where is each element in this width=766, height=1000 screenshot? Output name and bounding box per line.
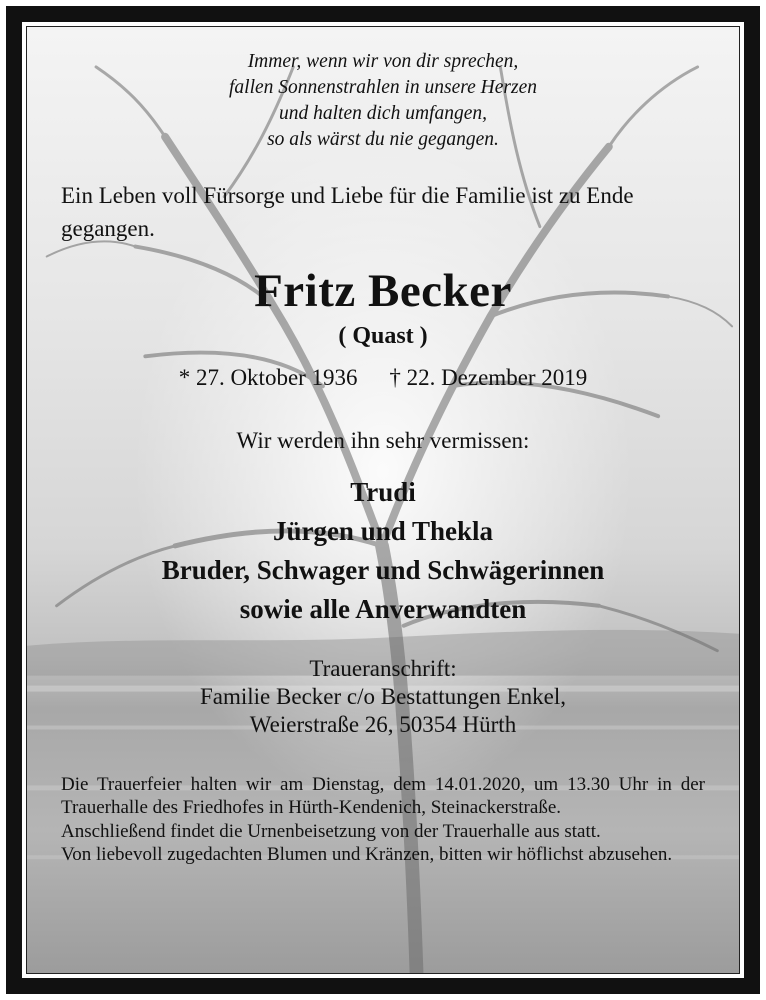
ceremony-paragraph: Die Trauerfeier halten wir am Dienstag, dem 14.01.2020, um 13.30 Uhr in der Trauerhalle des Friedhofes in Hürth-Kendenich, Steinackerstraße. <box>61 774 705 819</box>
address-label: Traueranschrift: <box>309 656 457 681</box>
mourners-list <box>27 473 739 629</box>
poem-line: Immer, wenn wir von dir sprechen, <box>247 51 519 72</box>
address-line: Familie Becker c/o Bestattungen Enkel, <box>200 684 566 709</box>
poem-line: so als wärst du nie gegangen. <box>267 129 499 150</box>
mourners-intro: Wir werden ihn sehr vermissen: <box>236 428 530 453</box>
mourner-line: Bruder, Schwager und Schwägerinnen <box>161 555 605 585</box>
ceremony-paragraph: Von liebevoll zugedachten Blumen und Kränzen, bitten wir höflichst abzusehen. <box>61 844 673 866</box>
life-dates <box>27 363 739 393</box>
mourner-line: Trudi <box>350 477 416 507</box>
mourner-line: Jürgen und Thekla <box>272 516 494 546</box>
ceremony-paragraph: Anschließend findet die Urnenbeisetzung von der Trauerhalle aus statt. <box>61 820 601 842</box>
birth-date: * 27. Oktober 1936 <box>178 365 358 390</box>
intro-text: Ein Leben voll Fürsorge und Liebe für die Familie ist zu Ende gegangen. <box>61 183 634 241</box>
mourner-line: sowie alle Anverwandten <box>239 594 527 624</box>
ceremony-details <box>61 773 705 867</box>
poem <box>27 49 739 153</box>
obituary-notice <box>26 26 740 974</box>
poem-line: und halten dich umfangen, <box>279 103 487 124</box>
poem-line: fallen Sonnenstrahlen in unsere Herzen <box>229 77 537 98</box>
notice-border <box>6 6 760 994</box>
death-date: † 22. Dezember 2019 <box>389 365 588 390</box>
mourning-address <box>27 655 739 739</box>
deceased-nickname: ( Quast ) <box>338 323 428 349</box>
address-line: Weierstraße 26, 50354 Hürth <box>249 712 517 737</box>
deceased-name: Fritz Becker <box>254 265 512 317</box>
